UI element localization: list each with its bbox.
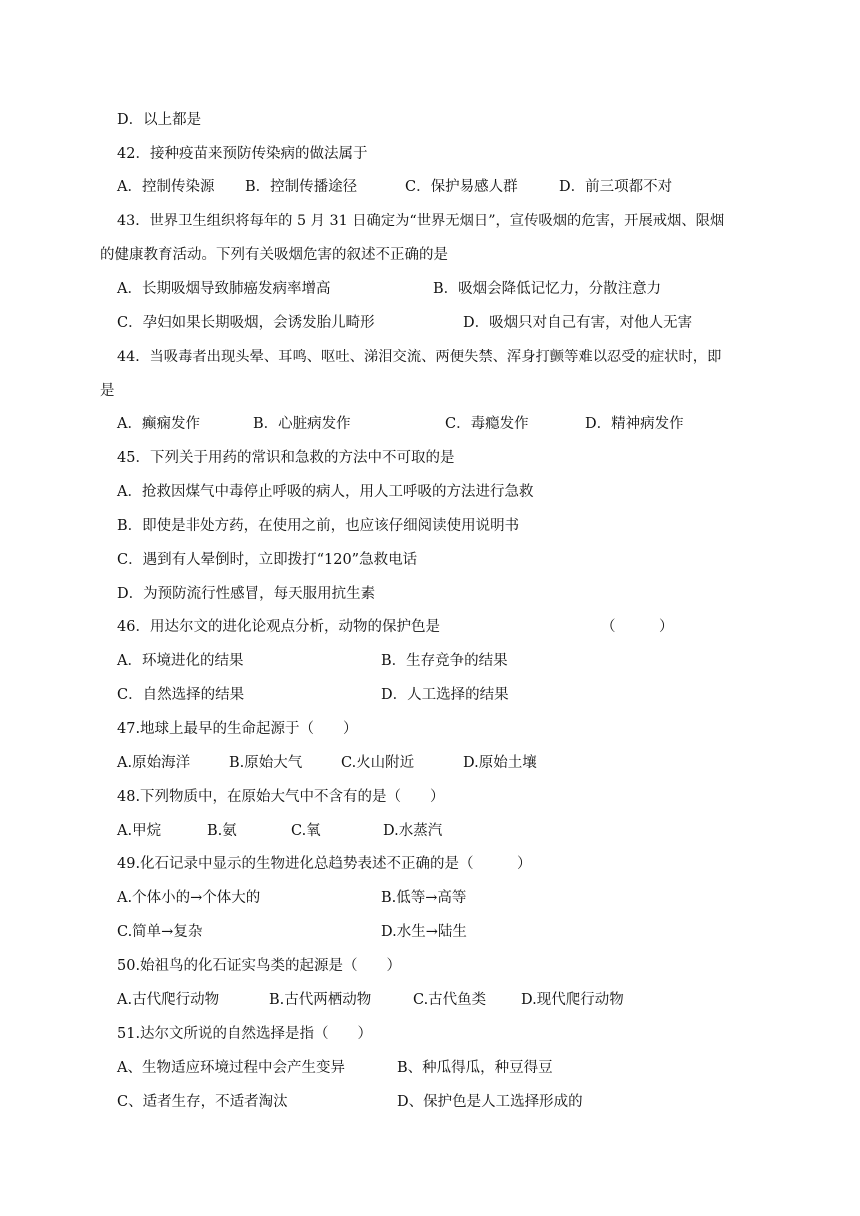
options-51-cd: [117, 1092, 583, 1112]
options-51-ab: [117, 1058, 553, 1078]
option-b: B．吸烟会降低记忆力，分散注意力: [433, 281, 662, 297]
question-44-cont: 是: [100, 383, 115, 399]
option-a: A.古代爬行动物: [117, 992, 220, 1008]
option-d: D.水生→陆生: [381, 924, 467, 940]
option-d: D．吸烟只对自己有害，对他人无害: [463, 315, 693, 331]
option-c: C.古代鱼类: [413, 992, 487, 1008]
option-c: C.简单→复杂: [117, 924, 203, 940]
option-b: B．控制传播途径: [245, 179, 358, 195]
question-text: 46．用达尔文的进化论观点分析，动物的保护色是: [117, 619, 440, 635]
options-43-cd: [117, 313, 692, 333]
options-46-cd: [117, 685, 509, 705]
option-d: D．前三项都不对: [559, 179, 673, 195]
options-49-ab: [117, 888, 466, 908]
option-b: B.氨: [207, 823, 237, 839]
question-44: 44．当吸毒者出现头晕、耳鸣、呕吐、涕泪交流、两便失禁、浑身打颤等难以忍受的症状时，即: [117, 349, 722, 365]
option-b: B.低等→高等: [381, 890, 467, 906]
option-b: B．即使是非处方药，在使用之前，也应该仔细阅读使用说明书: [117, 518, 520, 534]
option-c: C.氧: [291, 823, 321, 839]
options-49-cd: [117, 922, 467, 942]
option-a: A.原始海洋: [117, 755, 191, 771]
question-43: 43．世界卫生组织将每年的 5 月 31 日确定为“世界无烟日”，宣传吸烟的危害，开展戒烟、限烟: [117, 213, 725, 229]
option-d: D．为预防流行性感冒，每天服用抗生素: [117, 586, 376, 602]
option-b: B.古代两栖动物: [269, 992, 372, 1008]
options-42: [117, 177, 672, 197]
option-d: D.水蒸汽: [383, 823, 443, 839]
question-42: 42．接种疫苗来预防传染病的做法属于: [117, 146, 368, 162]
option-d: D.原始土壤: [463, 755, 537, 771]
option-d: D、保护色是人工选择形成的: [397, 1094, 583, 1110]
question-50: 50.始祖鸟的化石证实鸟类的起源是（ ）: [117, 958, 402, 974]
options-50: [117, 990, 624, 1010]
options-43-ab: [117, 279, 661, 299]
option-b: B、种瓜得瓜，种豆得豆: [397, 1060, 553, 1076]
question-46: [117, 617, 674, 637]
question-47: 47.地球上最早的生命起源于（ ）: [117, 721, 358, 737]
option-d: D．精神病发作: [585, 416, 684, 432]
option-a: A、生物适应环境过程中会产生变异: [117, 1060, 345, 1076]
question-48: 48.下列物质中，在原始大气中不含有的是（ ）: [117, 789, 445, 805]
options-47: [117, 753, 537, 773]
options-44: [117, 414, 684, 434]
options-48: [117, 821, 442, 841]
option-line: D．以上都是: [117, 112, 202, 128]
question-51: 51.达尔文所说的自然选择是指（ ）: [117, 1026, 373, 1042]
option-a: A．环境进化的结果: [117, 653, 244, 669]
option-a: A．长期吸烟导致肺癌发病率增高: [117, 281, 331, 297]
option-a: A.个体小的→个体大的: [117, 890, 261, 906]
options-46-ab: [117, 651, 508, 671]
option-a: A.甲烷: [117, 823, 162, 839]
option-c: C．毒瘾发作: [445, 416, 529, 432]
option-c: C．保护易感人群: [405, 179, 518, 195]
option-d: D.现代爬行动物: [521, 992, 624, 1008]
option-c: C.火山附近: [341, 755, 415, 771]
question-45: 45．下列关于用药的常识和急救的方法中不可取的是: [117, 450, 455, 466]
option-a: A．抢救因煤气中毒停止呼吸的病人，用人工呼吸的方法进行急救: [117, 484, 534, 500]
option-c: C．孕妇如果长期吸烟，会诱发胎儿畸形: [117, 315, 375, 331]
option-a: A．癫痫发作: [117, 416, 200, 432]
option-b: B.原始大气: [229, 755, 303, 771]
answer-blank: （ ）: [601, 619, 674, 635]
option-b: B．生存竞争的结果: [381, 653, 508, 669]
question-43-cont: 的健康教育活动。下列有关吸烟危害的叙述不正确的是: [100, 247, 448, 263]
question-49: 49.化石记录中显示的生物进化总趋势表述不正确的是（ ）: [117, 856, 532, 872]
option-b: B．心脏病发作: [253, 416, 351, 432]
option-c: C．遇到有人晕倒时，立即拨打“120”急救电话: [117, 552, 418, 568]
option-c: C、适者生存，不适者淘汰: [117, 1094, 288, 1110]
option-a: A．控制传染源: [117, 179, 215, 195]
option-c: C．自然选择的结果: [117, 687, 245, 703]
option-d: D．人工选择的结果: [381, 687, 509, 703]
